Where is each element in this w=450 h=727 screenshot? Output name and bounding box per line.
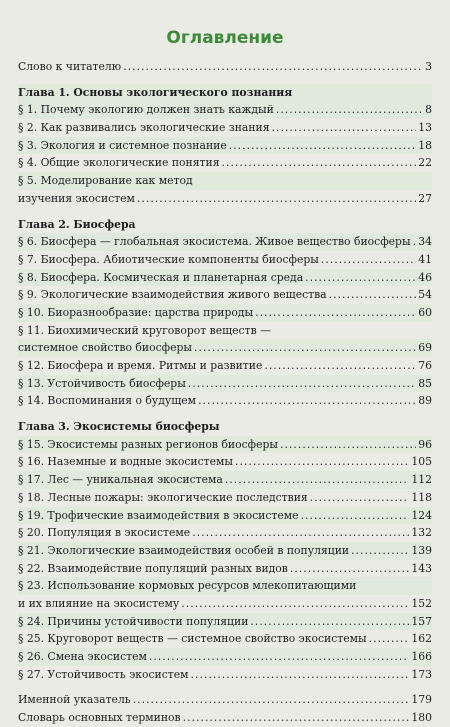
toc-entry: [18, 436, 432, 454]
entry-title: § 20. Популяция в экосистеме: [18, 526, 191, 540]
entry-title: § 19. Трофические взаимодействия в экосистеме: [18, 508, 299, 522]
entry-page: 157: [411, 614, 432, 628]
entry-title: § 16. Наземные и водные экосистемы: [18, 455, 233, 469]
entry-page: 27: [418, 191, 432, 205]
entry-title: § 25. Круговорот веществ — системное свойство экосистемы: [18, 632, 367, 646]
leader-dots: [149, 648, 409, 666]
entry-title: § 17. Лес — уникальная экосистема: [18, 473, 223, 487]
leader-dots: [290, 560, 410, 578]
entry-page: 54: [418, 288, 432, 302]
toc-entry: [18, 357, 432, 375]
toc-entry: [18, 666, 432, 684]
leader-dots: [123, 58, 423, 76]
entry-title: § 23. Использование кормовых ресурсов млекопитающими: [18, 579, 357, 593]
entry-title: § 9. Экологические взаимодействия живого вещества: [18, 288, 327, 302]
entry-page: 166: [411, 650, 432, 663]
toc-entry: [18, 286, 432, 304]
entry-title: § 3. Экология и системное познание: [18, 138, 227, 152]
entry-page: 132: [411, 526, 432, 540]
entry-title: § 27. Устойчивость экосистем: [18, 667, 189, 681]
leader-dots: [188, 375, 416, 393]
leader-dots: [222, 154, 417, 172]
leader-dots: [351, 542, 409, 560]
toc-entry: [18, 489, 432, 507]
leader-dots: [225, 471, 410, 489]
entry-page: 13: [418, 121, 432, 135]
entry-page: 69: [418, 341, 432, 355]
leader-dots: [191, 666, 410, 684]
chapter-heading-1: Глава 1. Основы экологического познания: [18, 84, 432, 102]
toc-entry-preface: [18, 58, 432, 76]
toc-entry: [18, 613, 432, 631]
entry-page: 118: [411, 490, 432, 504]
leader-dots: [229, 137, 417, 155]
entry-page: 60: [418, 305, 432, 319]
entry-title: § 4. Общие экологические понятия: [18, 156, 220, 170]
entry-title: § 6. Биосфера — глобальная экосистема. Живое вещество биосферы: [18, 235, 411, 249]
entry-page: 46: [418, 270, 432, 284]
toc-entry: [18, 101, 432, 119]
entry-page: 173: [411, 667, 432, 681]
entry-title: § 24. Причины устойчивости популяции: [18, 614, 249, 628]
toc-entry: [18, 507, 432, 525]
leader-dots: [198, 392, 416, 410]
leader-dots: [369, 630, 410, 648]
leader-dots: [133, 691, 410, 709]
entry-page: 180: [411, 711, 432, 725]
leader-dots: [276, 101, 423, 119]
entry-title: § 15. Экосистемы разных регионов биосферы: [18, 437, 279, 451]
entry-title: § 26. Смена экосистем: [18, 650, 147, 663]
toc-entry: [18, 542, 432, 560]
entry-title: § 18. Лесные пожары: экологические последствия: [18, 490, 308, 504]
entry-title: § 1. Почему экологию должен знать каждый: [18, 103, 274, 117]
toc-entry: [18, 322, 432, 340]
entry-page: 18: [418, 138, 432, 152]
toc-entry: [18, 630, 432, 648]
entry-title: § 22. Взаимодействие популяций разных видов: [18, 561, 288, 575]
entry-page: 76: [418, 359, 432, 372]
entry-page: 112: [411, 473, 432, 487]
chapter-heading-3: Глава 3. Экосистемы биосферы: [18, 420, 220, 434]
leader-dots: [194, 339, 416, 357]
toc-entry: [18, 453, 432, 471]
entry-title: § 10. Биоразнообразие: царства природы: [18, 305, 254, 319]
entry-page: 179: [411, 693, 432, 707]
entry-page: 8: [425, 103, 432, 117]
chapter-heading-2: Глава 2. Биосфера: [18, 217, 136, 231]
entry-title: изучения экосистем: [18, 191, 135, 205]
entry-title: § 13. Устойчивость биосферы: [18, 376, 186, 390]
entry-title: § 5. Моделирование как метод: [18, 174, 193, 188]
entry-title: § 2. Как развивались экологические знания: [18, 121, 270, 135]
leader-dots: [301, 507, 410, 525]
toc-entry-glossary: [18, 709, 432, 727]
entry-title: Именной указатель: [18, 693, 131, 707]
toc-entry: [18, 577, 432, 595]
entry-page: 85: [418, 376, 432, 390]
entry-title: § 11. Биохимический круговорот веществ —: [18, 323, 271, 337]
toc-entry: [18, 595, 432, 613]
entry-page: 105: [411, 455, 432, 469]
toc-entry: [18, 560, 432, 578]
table-of-contents: [18, 58, 432, 727]
entry-title: Слово к читателю: [18, 60, 122, 73]
leader-dots: [183, 709, 410, 727]
entry-title: § 12. Биосфера и время. Ритмы и развитие: [18, 359, 263, 372]
leader-dots: [305, 269, 416, 287]
leader-dots: [255, 304, 416, 322]
entry-page: 41: [418, 252, 432, 266]
leader-dots: [329, 286, 417, 304]
entry-page: 152: [411, 596, 432, 610]
leader-dots: [321, 251, 416, 269]
toc-entry: [18, 339, 432, 357]
toc-entry: [18, 392, 432, 410]
toc-entry: [18, 304, 432, 322]
entry-page: 143: [411, 561, 432, 575]
entry-page: 124: [411, 508, 432, 522]
leader-dots: [310, 489, 410, 507]
toc-entry: [18, 172, 432, 190]
toc-entry: [18, 375, 432, 393]
toc-entry-index: [18, 691, 432, 709]
toc-entry: [18, 137, 432, 155]
entry-title: Словарь основных терминов: [18, 711, 181, 725]
entry-page: 162: [411, 632, 432, 646]
leader-dots: [181, 595, 409, 613]
entry-title: § 7. Биосфера. Абиотические компоненты биосферы: [18, 252, 319, 266]
leader-dots: [137, 190, 416, 208]
leader-dots: [272, 119, 417, 137]
toc-entry: [18, 648, 432, 666]
entry-title: и их влияние на экосистему: [18, 596, 180, 610]
entry-page: 96: [418, 437, 432, 451]
entry-page: 89: [418, 394, 432, 408]
leader-dots: [264, 357, 416, 375]
entry-title: § 8. Биосфера. Космическая и планетарная среда: [18, 270, 304, 284]
entry-page: 34: [418, 235, 432, 249]
page-title: Оглавление: [166, 28, 284, 48]
toc-entry: [18, 471, 432, 489]
leader-dots: [235, 453, 409, 471]
toc-entry: [18, 269, 432, 287]
leader-dots: [413, 233, 417, 251]
toc-entry: [18, 190, 432, 208]
toc-entry: [18, 251, 432, 269]
entry-title: § 14. Воспоминания о будущем: [18, 394, 197, 408]
leader-dots: [280, 436, 416, 454]
entry-title: § 21. Экологические взаимодействия особей в популяции: [18, 543, 350, 557]
entry-page: 139: [411, 543, 432, 557]
toc-entry: [18, 154, 432, 172]
entry-title: системное свойство биосферы: [18, 341, 193, 355]
toc-entry: [18, 119, 432, 137]
leader-dots: [192, 524, 409, 542]
toc-entry: [18, 233, 432, 251]
leader-dots: [250, 613, 409, 631]
entry-page: 3: [425, 60, 432, 73]
toc-entry: [18, 524, 432, 542]
entry-page: 22: [418, 156, 432, 170]
